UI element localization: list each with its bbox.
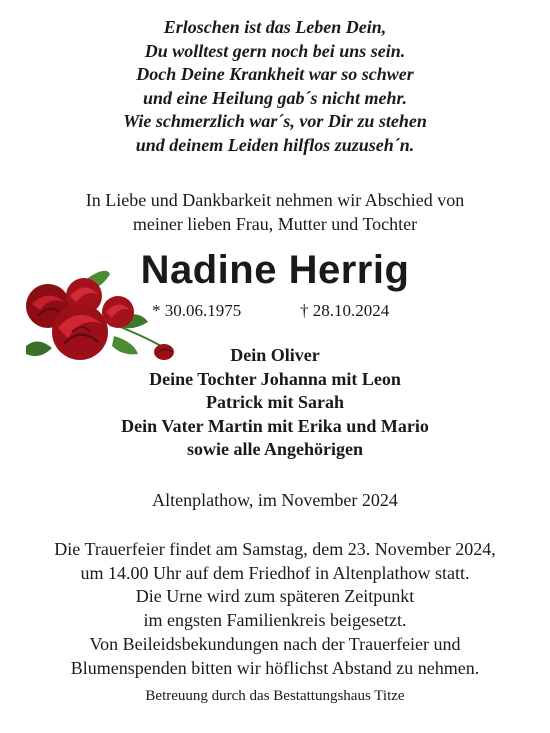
notice-line: Die Urne wird zum späteren Zeitpunkt <box>135 586 415 607</box>
poem-line: und eine Heilung gab´s nicht mehr. <box>142 87 408 108</box>
survivor-line: Deine Tochter Johanna mit Leon <box>149 368 401 389</box>
birth-date: * 30.06.1975 <box>152 301 242 320</box>
survivor-line: sowie alle Angehörigen <box>187 439 363 459</box>
death-date: † 28.10.2024 <box>300 301 390 320</box>
survivor-line: Dein Oliver <box>230 345 320 365</box>
notice-line: Blumenspenden bitten wir höflichst Abstand zu nehmen. <box>70 657 480 678</box>
survivor-line: Dein Vater Martin mit Erika und Mario <box>121 415 429 436</box>
poem-line: Erloschen ist das Leben Dein, <box>163 17 387 37</box>
poem <box>0 16 550 157</box>
intro-text <box>0 188 550 236</box>
poem-line: Wie schmerzlich war´s, vor Dir zu stehen <box>123 111 427 131</box>
poem-line: Du wolltest gern noch bei uns sein. <box>144 40 406 61</box>
notice-line: Die Trauerfeier findet am Samstag, dem 23. November 2024, <box>54 539 496 559</box>
poem-line: Doch Deine Krankheit war so schwer <box>136 64 414 84</box>
funeral-notice <box>0 538 550 680</box>
place-and-date: Altenplathow, im November 2024 <box>152 490 398 510</box>
survivor-line: Patrick mit Sarah <box>206 392 344 412</box>
deceased-name: Nadine Herrig <box>140 248 410 292</box>
notice-line: im engsten Familienkreis beigesetzt. <box>143 610 407 631</box>
survivors-list <box>0 344 550 462</box>
undertaker-credit: Betreuung durch das Bestattungshaus Titze <box>145 688 405 704</box>
intro-line: meiner lieben Frau, Mutter und Tochter <box>132 214 418 234</box>
notice-line: um 14.00 Uhr auf dem Friedhof in Altenplathow statt. <box>80 562 470 583</box>
notice-line: Von Beileidsbekundungen nach der Trauerfeier und <box>89 633 461 654</box>
intro-line: In Liebe und Dankbarkeit nehmen wir Abschied von <box>85 190 465 210</box>
poem-line: und deinem Leiden hilflos zuzuseh´n. <box>135 134 415 155</box>
